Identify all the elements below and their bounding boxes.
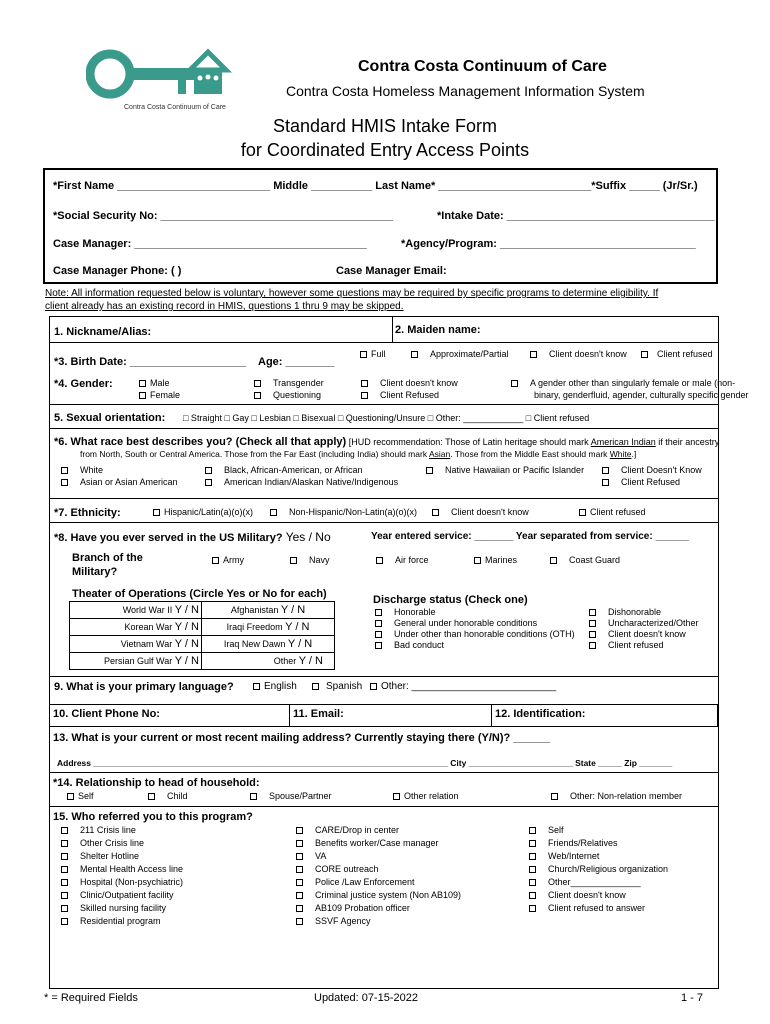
war-row[interactable]: Other Y / N	[273, 655, 323, 667]
q1-divider	[392, 316, 393, 342]
referral-option[interactable]	[296, 903, 461, 916]
divider	[49, 676, 719, 677]
referral-option[interactable]	[296, 825, 461, 838]
race-question: *6. What race best describes you? (Check all that apply) [HUD recommendation: Those of Latin heritage should mark American Indian if their ancestry	[54, 436, 720, 448]
war-row[interactable]: Iraqi Freedom Y / N	[226, 621, 310, 633]
case-manager-field[interactable]: Case Manager: ______________________________________	[53, 238, 367, 250]
checkbox-icon[interactable]	[61, 905, 68, 912]
relationship-nonrel[interactable]: Other: Non-relation member	[551, 791, 682, 801]
dob-approx-option[interactable]: Approximate/Partial	[411, 349, 509, 359]
referral-option[interactable]	[529, 890, 668, 903]
referral-option-label: Other Crisis line	[80, 838, 145, 848]
logo-caption: Contra Costa Continuum of Care	[124, 104, 226, 111]
checkbox-icon[interactable]	[296, 918, 303, 925]
referral-option[interactable]	[529, 838, 668, 851]
referral-option-label: Criminal justice system (Non AB109)	[315, 890, 462, 900]
client-phone-field[interactable]: 10. Client Phone No:	[53, 708, 160, 720]
identification-field[interactable]: 12. Identification:	[495, 708, 586, 720]
referral-option-label: Skilled nursing facility	[80, 903, 167, 913]
discharge-option[interactable]: Bad conduct	[375, 640, 444, 650]
divider	[49, 498, 719, 499]
agency-field[interactable]: *Agency/Program: ________________________________	[401, 238, 696, 250]
referral-option[interactable]	[296, 838, 461, 851]
footer-required: * = Required Fields	[44, 992, 138, 1004]
maiden-name-field[interactable]: 2. Maiden name:	[395, 324, 481, 336]
referral-option-label: Other______________	[548, 877, 641, 887]
referral-option-label: Church/Religious organization	[548, 864, 669, 874]
gender-other[interactable]: A gender other than singularly female or male (non-	[511, 378, 735, 388]
divider	[49, 772, 719, 773]
referral-option-label: 211 Crisis line	[80, 825, 136, 835]
checkbox-icon[interactable]	[61, 866, 68, 873]
birth-date-field[interactable]: *3. Birth Date: ___________________	[54, 356, 247, 368]
checkbox-icon[interactable]	[296, 905, 303, 912]
relationship-self[interactable]: Self	[67, 791, 94, 801]
checkbox-icon[interactable]	[529, 892, 536, 899]
ethnicity-dk[interactable]: Client doesn't know	[432, 507, 529, 517]
war-row[interactable]: Afghanistan Y / N	[230, 604, 306, 616]
ethnicity-label: *7. Ethnicity:	[54, 507, 121, 519]
gender-refused[interactable]: Client Refused	[361, 390, 439, 400]
checkbox-icon[interactable]	[529, 905, 536, 912]
race-note: from North, South or Central America. Those from the Far East (including India) should mark Asian. Those from the Middle East should mark White.]	[80, 449, 637, 459]
race-black[interactable]: Black, African-American, or African	[205, 465, 363, 475]
checkbox-icon[interactable]	[529, 840, 536, 847]
checkbox-icon[interactable]	[529, 827, 536, 834]
checkbox-icon[interactable]	[61, 840, 68, 847]
discharge-label: Discharge status (Check one)	[373, 594, 528, 606]
dob-dk-option[interactable]: Client doesn't know	[530, 349, 627, 359]
referral-option-label: Hospital (Non-psychiatric)	[80, 877, 184, 887]
race-dk[interactable]: Client Doesn't Know	[602, 465, 702, 475]
referral-option[interactable]	[61, 838, 183, 851]
gender-questioning[interactable]: Questioning	[254, 390, 321, 400]
referral-option[interactable]	[61, 916, 183, 929]
checkbox-icon[interactable]	[529, 866, 536, 873]
intake-date-field[interactable]: *Intake Date: __________________________________	[437, 210, 715, 222]
form-title-2: for Coordinated Entry Access Points	[240, 140, 530, 160]
dob-refused-option[interactable]: Client refused	[641, 349, 713, 359]
divider	[49, 522, 719, 523]
relationship-child[interactable]: Child	[148, 791, 188, 801]
war-row[interactable]: Vietnam War Y / N	[120, 638, 199, 650]
address-question[interactable]: 13. What is your current or most recent mailing address? Currently staying there (Y/N)? ______	[53, 732, 550, 744]
ssn-field[interactable]: *Social Security No: ______________________________________	[53, 210, 394, 222]
referral-option[interactable]	[61, 825, 183, 838]
cm-phone-field[interactable]: Case Manager Phone: ( )	[53, 265, 182, 277]
war-row[interactable]: Iraq New Dawn Y / N	[223, 638, 313, 650]
branch-label: Branch of the	[72, 552, 143, 564]
checkbox-icon[interactable]	[61, 918, 68, 925]
ethnicity-refused[interactable]: Client refused	[579, 507, 646, 517]
race-pacific[interactable]: Native Hawaiian or Pacific Islander	[426, 465, 584, 475]
theater-row-divider	[69, 618, 335, 619]
language-spanish[interactable]: Spanish	[312, 681, 362, 692]
race-asian[interactable]: Asian or Asian American	[61, 477, 178, 487]
address-field[interactable]: Address ___________________________________________________________________________ City ______________________ State _____ Zip _______	[57, 758, 673, 768]
referral-option-label: VA	[315, 851, 327, 861]
military-yes-no[interactable]: Yes / No	[285, 530, 331, 544]
war-row[interactable]: Korean War Y / N	[124, 621, 199, 633]
ethnicity-nonhispanic[interactable]: Non-Hispanic/Non-Latin(a)(o)(x)	[270, 507, 417, 517]
war-row[interactable]: Persian Gulf War Y / N	[104, 655, 199, 667]
branch-airforce[interactable]: Air force	[376, 555, 429, 565]
referral-option[interactable]	[529, 851, 668, 864]
checkbox-icon[interactable]	[296, 892, 303, 899]
gender-male[interactable]: Male	[139, 378, 170, 388]
divider	[49, 342, 719, 343]
contact-divider	[491, 704, 492, 727]
divider	[49, 428, 719, 429]
referral-option[interactable]	[61, 851, 183, 864]
referral-option-label: Clinic/Outpatient facility	[80, 890, 174, 900]
referral-option-label: Benefits worker/Case manager	[315, 838, 439, 848]
referral-option[interactable]	[529, 864, 668, 877]
referral-label: 15. Who referred you to this program?	[53, 811, 253, 823]
note-line-2: client already has an existing record in HMIS, questions 1 thru 9 may be skipped.	[45, 301, 404, 312]
gender-label: *4. Gender:	[54, 378, 113, 390]
discharge-option[interactable]: Uncharacterized/Other	[589, 618, 699, 628]
checkbox-icon[interactable]	[61, 827, 68, 834]
discharge-option[interactable]: Honorable	[375, 607, 436, 617]
email-field[interactable]: 11. Email:	[293, 708, 344, 720]
referral-option-label: Residential program	[80, 916, 161, 926]
age-field[interactable]: Age: ________	[258, 356, 335, 368]
branch-marines[interactable]: Marines	[474, 555, 517, 565]
race-white[interactable]: White	[61, 465, 103, 475]
checkbox-icon[interactable]	[296, 879, 303, 886]
checkbox-icon[interactable]	[296, 827, 303, 834]
referral-option-label: AB109 Probation officer	[315, 903, 410, 913]
referral-column-3	[529, 825, 668, 916]
gender-transgender[interactable]: Transgender	[254, 378, 324, 388]
org-subtitle: Contra Costa Homeless Management Information System	[286, 83, 645, 99]
relationship-spouse[interactable]: Spouse/Partner	[250, 791, 332, 801]
org-title: Contra Costa Continuum of Care	[358, 58, 607, 75]
referral-option-label: Self	[548, 825, 564, 835]
contact-divider	[289, 704, 290, 727]
divider	[49, 806, 719, 807]
referral-option[interactable]	[529, 903, 668, 916]
theater-row-divider	[69, 652, 335, 653]
checkbox-icon[interactable]	[296, 840, 303, 847]
referral-option-label: Police /Law Enforcement	[315, 877, 415, 887]
form-title-1: Standard HMIS Intake Form	[272, 116, 498, 136]
referral-option-label: CARE/Drop in center	[315, 825, 400, 835]
branch-coast-guard[interactable]: Coast Guard	[550, 555, 620, 565]
relationship-label: *14. Relationship to head of household:	[53, 777, 260, 789]
referral-option-label: Client refused to answer	[548, 903, 646, 913]
referral-option[interactable]	[296, 864, 461, 877]
referral-option[interactable]	[529, 825, 668, 838]
note-line-1: Note: All information requested below is voluntary, however some questions may be required by specific programs to determine eligibility. If	[45, 288, 659, 299]
name-row[interactable]: *First Name _________________________ Middle __________ Last Name* _________________________*Suffix _____ (Jr/Sr.)	[53, 180, 698, 192]
race-native[interactable]: American Indian/Alaskan Native/Indigenous	[205, 477, 398, 487]
ethnicity-hispanic[interactable]: Hispanic/Latin(a)(o)(x)	[153, 507, 253, 517]
sexual-orientation-label: 5. Sexual orientation:	[54, 412, 166, 424]
theater-label: Theater of Operations (Circle Yes or No for each)	[72, 588, 327, 600]
referral-option-label: Web/Internet	[548, 851, 600, 861]
referral-option[interactable]	[296, 890, 461, 903]
gender-other-line2: binary, genderfluid, agender, culturally specific gender	[534, 390, 749, 400]
checkbox-icon[interactable]	[296, 853, 303, 860]
checkbox-icon[interactable]	[61, 853, 68, 860]
language-other[interactable]: Other: __________________________	[370, 681, 556, 692]
discharge-option[interactable]: General under honorable conditions	[375, 618, 537, 628]
discharge-option[interactable]: Dishonorable	[589, 607, 661, 617]
gender-dk[interactable]: Client doesn't know	[361, 378, 458, 388]
relationship-other[interactable]: Other relation	[393, 791, 459, 801]
checkbox-icon[interactable]	[61, 892, 68, 899]
referral-option[interactable]	[296, 851, 461, 864]
referral-option[interactable]	[296, 877, 461, 890]
discharge-option[interactable]: Client refused	[589, 640, 664, 650]
referral-option-label: Shelter Hotline	[80, 851, 140, 861]
language-label: 9. What is your primary language?	[54, 681, 234, 693]
referral-option[interactable]	[61, 890, 183, 903]
referral-option[interactable]	[61, 903, 183, 916]
branch-label-2: Military?	[72, 566, 118, 578]
discharge-option[interactable]: Under other than honorable conditions (OTH)	[375, 629, 575, 639]
referral-column-1	[61, 825, 183, 929]
branch-army[interactable]: Army	[212, 555, 244, 565]
branch-navy[interactable]: Navy	[290, 555, 330, 565]
checkbox-icon[interactable]	[529, 853, 536, 860]
dob-full-option[interactable]: Full	[360, 349, 386, 359]
war-row[interactable]: World War II Y / N	[122, 604, 199, 616]
referral-option-label: Client doesn't know	[548, 890, 626, 900]
footer-page: 1 - 7	[681, 992, 704, 1004]
referral-option-label: CORE outreach	[315, 864, 379, 874]
referral-column-2	[296, 825, 461, 929]
checkbox-icon[interactable]	[529, 879, 536, 886]
divider	[49, 404, 719, 405]
race-refused[interactable]: Client Refused	[602, 477, 680, 487]
referral-option[interactable]	[529, 877, 668, 890]
footer-updated: Updated: 07-15-2022	[314, 992, 418, 1004]
nickname-field[interactable]: 1. Nickname/Alias:	[54, 326, 152, 338]
checkbox-icon[interactable]	[296, 866, 303, 873]
cm-email-field[interactable]: Case Manager Email:	[336, 265, 447, 277]
gender-female[interactable]: Female	[139, 390, 180, 400]
language-english[interactable]: English	[253, 681, 297, 692]
military-question: *8. Have you ever served in the US Military? Yes / No	[54, 530, 331, 544]
referral-option-label: Friends/Relatives	[548, 838, 618, 848]
referral-option[interactable]	[61, 864, 183, 877]
referral-option[interactable]	[296, 916, 461, 929]
sexual-orientation-options[interactable]: □ Straight □ Gay □ Lesbian □ Bisexual □ Questioning/Unsure □ Other: ____________ □ Client refused	[183, 413, 590, 423]
military-years-field[interactable]: Year entered service: _______ Year separated from service: ______	[371, 531, 689, 542]
referral-option-label: SSVF Agency	[315, 916, 371, 926]
referral-option[interactable]	[61, 877, 183, 890]
checkbox-icon[interactable]	[61, 879, 68, 886]
theater-row-divider	[69, 635, 335, 636]
discharge-option[interactable]: Client doesn't know	[589, 629, 686, 639]
referral-option-label: Mental Health Access line	[80, 864, 184, 874]
